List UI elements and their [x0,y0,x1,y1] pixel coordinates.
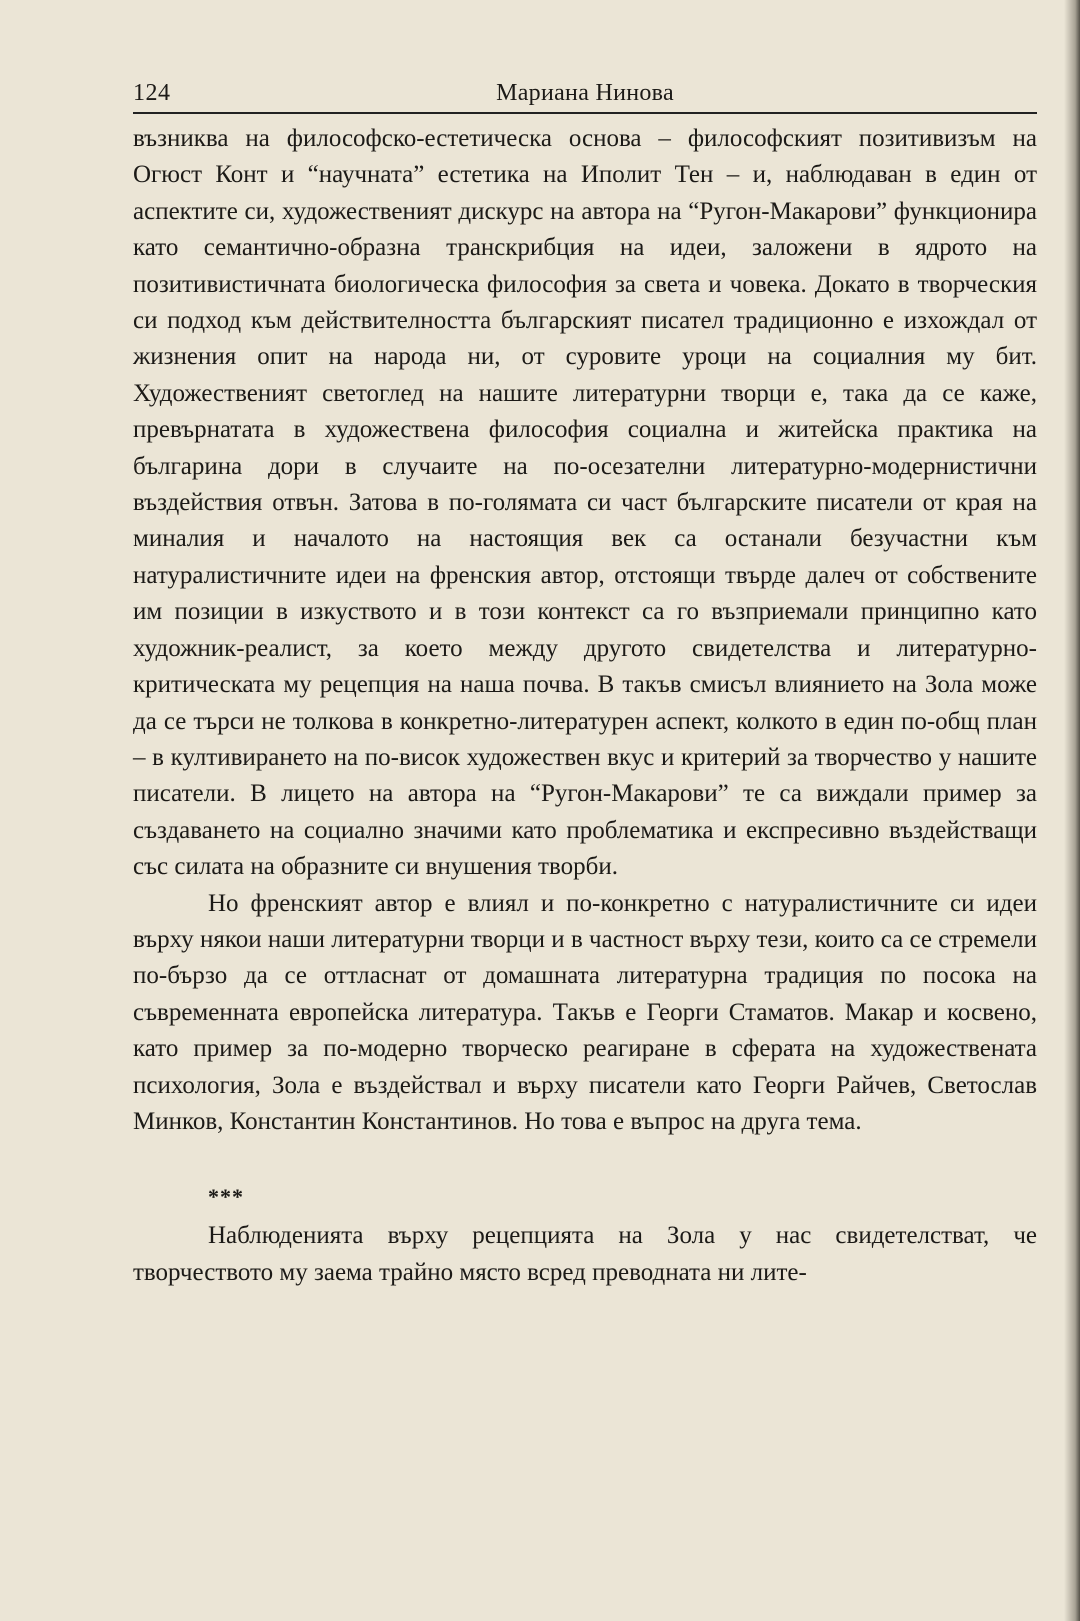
page-number: 124 [133,80,171,106]
paragraph-1: възниква на философско-естетическа основа – философският позитивизъм на Огюст Конт и “научната” естетика на Иполит Тен – и, наблюдаван в един от аспектите си, художественият дискурс на автора на “Ругон-Макарови” функционира като семантично-образна транскрибция на идеи, заложени в ядрото на позитивистичната биологическа философия за света и човека. Докато в творческия си подход към действителността българският писател традиционно е изхождал от жизнения опит на народа ни, от суровите уроци на социалния му бит. Художественият светоглед на нашите литературни творци е, така да се каже, превърнатата в художествена философия социална и житейска практика на българина дори в случаите на по-осезателни литературно-модернистични въздействия отвън. Затова в по-голямата си част българските писатели от края на миналия и началото на настоящия век са останали безучастни към натуралистичните идеи на френския автор, отстоящи твърде далеч от собствените им позиции в изкуството и в този контекст са го възприемали принципно като художник-реалист, за което между другото свидетелства и литературно-критическата му рецепция на наша почва. В такъв смисъл влиянието на Зола може да се търси не толкова в конкретно-литературен аспект, колкото в един по-общ план – в култивирането на по-висок художествен вкус и критерий за творчество у нашите писатели. В лицето на автора на “Ругон-Макарови” те са виждали пример за създаването на социално значими като проблематика и експресивно въздействащи със силата на образните си внушения творби. [133,125,1037,881]
page-edge-shadow [1064,0,1080,1621]
running-head-author: Мариана Нинова [496,80,674,106]
paragraph-2: Но френският автор е влиял и по-конкретно с натуралистичните си идеи върху някои наши литературни творци и в частност върху тези, които са се стремели по-бързо да се оттласнат от домашната литературна традиция по посока на съвременната европейска литература. Такъв е Георги Стаматов. Макар и косвено, като пример за по-модерно творческо реагиране в сферата на художествената психология, Зола е въздействал и върху писатели като Георги Райчев, Светослав Минков, Константин Константинов. Но това е въпрос на друга тема. [133,889,1037,1135]
page-header [133,78,1037,114]
body-text [133,121,1037,1291]
section-separator: *** [208,1184,244,1210]
paragraph-3: Наблюденията върху рецепцията на Зола у нас свидетелстват, че творчеството му заема трайно място всред преводната ни лите- [133,1222,1037,1286]
